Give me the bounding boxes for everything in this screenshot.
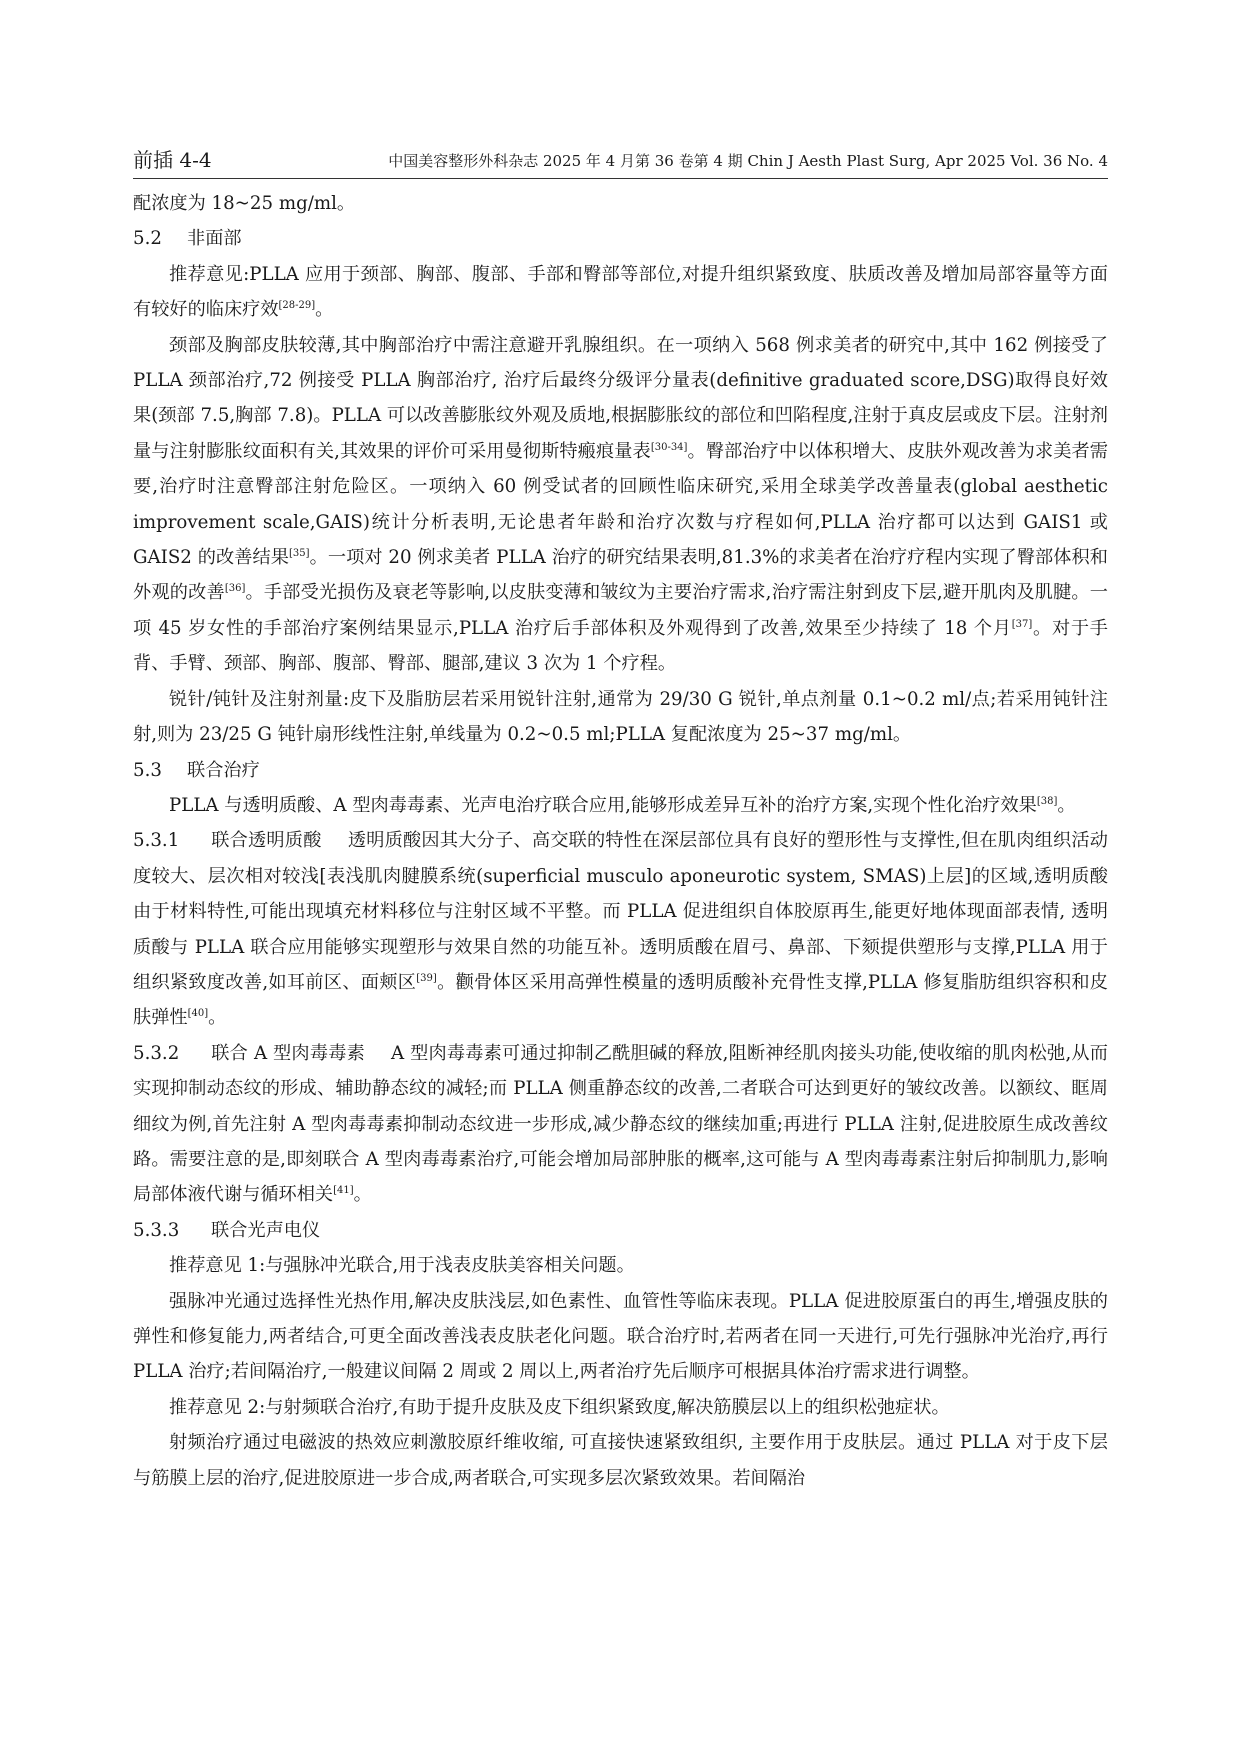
section-number: 5.3 <box>133 759 162 781</box>
paragraph-text: 。手部受光损伤及衰老等影响,以皮肤变薄和皱纹为主要治疗需求,治疗需注射到皮下层,避开肌肉及肌腱。一项 45 岁女性的手部治疗案例结果显示,PLLA 治疗后手部体积及外观得到了改善,效果至少持续了 18 个月 <box>133 582 1108 639</box>
citation: [40] <box>187 1008 209 1020</box>
section-number: 5.3.1 <box>133 830 180 852</box>
section-number: 5.2 <box>133 228 162 250</box>
paragraph-text: 颈部及胸部皮肤较薄,其中胸部治疗中需注意避开乳腺组织。在一项纳入 568 例求美者的研究中,其中 162 例接受了 PLLA 颈部治疗,72 例接受 PLLA 胸部治疗, 治疗后最终分级评分量表(definitive graduated score,DSG)取得良好效果(颈部 7.5,胸部 7.8)。PLLA 可以改善膨胀纹外观及质地,根据膨胀纹的部位和凹陷程度,注射于真皮层或皮下层。注射剂量与注射膨胀纹面积有关,其效果的评价可采用曼彻斯特瘢痕量表 <box>133 334 1108 462</box>
paragraph-text: 。颧骨体区采用高弹性模量的透明质酸补充骨性支撑,PLLA 修复脂肪组织容积和皮肤弹性 <box>133 971 1108 1029</box>
paragraph <box>133 788 1108 823</box>
paragraph-text: 推荐意见:PLLA 应用于颈部、胸部、腹部、手部和臀部等部位,对提升组织紧致度、肤质改善及增加局部容量等方面有较好的临床疗效 <box>133 263 1108 321</box>
header-rule <box>133 178 1108 179</box>
paragraph-text: 透明质酸因其大分子、高交联的特性在深层部位具有良好的塑形性与支撑性,但在肌肉组织活动度较大、层次相对较浅[表浅肌肉腱膜系统(superficial musculo aponeurotic system, SMAS)上层]的区域,透明质酸由于材料特性,可能出现填充材料移位与注射区域不平整。而 PLLA 促进组织自体胶原再生,能更好地体现面部表情, 透明质酸与 PLLA 联合应用能够实现塑形与效果自然的功能互补。透明质酸在眉弓、鼻部、下颏提供塑形与支撑,PLLA 用于组织紧致度改善,如耳前区、面颊区 <box>133 830 1108 993</box>
section-title: 联合光声电仪 <box>211 1219 321 1241</box>
section-number: 5.3.2 <box>133 1042 180 1064</box>
subsection-5-3-3 <box>133 1213 1108 1248</box>
paragraph <box>133 328 1108 682</box>
citation: [35] <box>288 548 310 559</box>
paragraph: 强脉冲光通过选择性光热作用,解决皮肤浅层,如色素性、血管性等临床表现。PLLA 促进胶原蛋白的再生,增强皮肤的弹性和修复能力,两者结合,可更全面改善浅表皮肤老化问题。联合治疗时,若两者在同一天进行,可先行强脉冲光治疗,再行 PLLA 治疗;若间隔治疗,一般建议间隔 2 周或 2 周以上,两者治疗先后顺序可根据具体治疗需求进行调整。 <box>133 1290 1108 1383</box>
punctuation: 。 <box>315 299 334 321</box>
paragraph: 锐针/钝针及注射剂量:皮下及脂肪层若采用锐针注射,通常为 29/30 G 锐针,单点剂量 0.1~0.2 ml/点;若采用钝针注射,则为 23/25 G 钝针扇形线性注射,单线量为 0.2~0.5 ml;PLLA 复配浓度为 25~37 mg/ml。 <box>133 688 1108 746</box>
punctuation: 。 <box>353 1184 372 1206</box>
page-label: 前插 4-4 <box>133 148 212 172</box>
section-number: 5.3.3 <box>133 1219 180 1241</box>
section-title: 非面部 <box>187 228 242 250</box>
punctuation: 。 <box>1057 794 1076 816</box>
citation: [37] <box>1011 618 1033 630</box>
paragraph-text: PLLA 与透明质酸、A 型肉毒毒素、光声电治疗联合应用,能够形成差异互补的治疗方案,实现个性化治疗效果 <box>169 794 1037 816</box>
subsection-5-3-1 <box>133 823 1108 1035</box>
citation: [30-34] <box>650 441 688 453</box>
paragraph-text: A 型肉毒毒素可通过抑制乙酰胆碱的释放,阻断神经肌肉接头功能,使收缩的肌肉松弛,从而实现抑制动态纹的形成、辅助静态纹的减轻;而 PLLA 侧重静态纹的改善,二者联合可达到更好的皱纹改善。以额纹、眶周细纹为例,首先注射 A 型肉毒毒素抑制动态纹进一步形成,减少静态纹的继续加重;再进行 PLLA 注射,促进胶原生成改善纹路。需要注意的是,即刻联合 A 型肉毒毒素治疗,可能会增加局部肿胀的概率,这可能与 A 型肉毒毒素注射后抑制肌力,影响局部体液代谢与循环相关 <box>133 1042 1108 1206</box>
paragraph-text: 。臀部治疗中以体积增大、皮肤外观改善为求美者需要,治疗时注意臀部注射危险区。一项纳入 60 例受试者的回顾性临床研究,采用全球美学改善量表(global aesthetic improvement scale,GAIS)统计分析表明,无论患者年龄和治疗次数与疗程如何,PLLA 治疗都可以达到 GAIS1 或 GAIS2 的改善结果 <box>133 440 1108 569</box>
paragraph: 射频治疗通过电磁波的热效应刺激胶原纤维收缩, 可直接快速紧致组织, 主要作用于皮肤层。通过 PLLA 对于皮下层与筋膜上层的治疗,促进胶原进一步合成,两者联合,可实现多层次紧致效果。若间隔治 <box>133 1432 1108 1489</box>
article-body <box>133 186 1108 1496</box>
paragraph: 配浓度为 18~25 mg/ml。 <box>133 193 356 214</box>
section-title: 联合 A 型肉毒毒素 <box>211 1042 365 1064</box>
citation: [41] <box>333 1185 354 1197</box>
paragraph-text: 。对于手背、手臂、颈部、胸部、腹部、臀部、腿部,建议 3 次为 1 个疗程。 <box>133 617 1108 675</box>
citation: [36] <box>224 583 246 595</box>
section-title: 联合治疗 <box>187 759 260 781</box>
paragraph-text: 。一项对 20 例求美者 PLLA 治疗的研究结果表明,81.3%的求美者在治疗疗程内实现了臀部体积和外观的改善 <box>133 547 1108 604</box>
punctuation: 。 <box>208 1007 227 1029</box>
citation: [38] <box>1036 795 1058 807</box>
section-heading-5-2 <box>133 221 1108 256</box>
citation: [39] <box>416 972 437 984</box>
subsection-5-3-2 <box>133 1036 1108 1213</box>
paragraph: 推荐意见 2:与射频联合治疗,有助于提升皮肤及皮下组织紧致度,解决筋膜层以上的组织松弛症状。 <box>169 1396 950 1418</box>
running-header: 中国美容整形外科杂志 2025 年 4 月第 36 卷第 4 期 Chin J Aesth Plast Surg, Apr 2025 Vol. 36 No. 4 <box>388 152 1108 170</box>
section-title: 联合透明质酸 <box>211 830 322 852</box>
paragraph <box>133 257 1108 328</box>
paragraph: 推荐意见 1:与强脉冲光联合,用于浅表皮肤美容相关问题。 <box>169 1255 635 1277</box>
section-heading-5-3 <box>133 753 1108 788</box>
citation: [28-29] <box>278 300 316 312</box>
